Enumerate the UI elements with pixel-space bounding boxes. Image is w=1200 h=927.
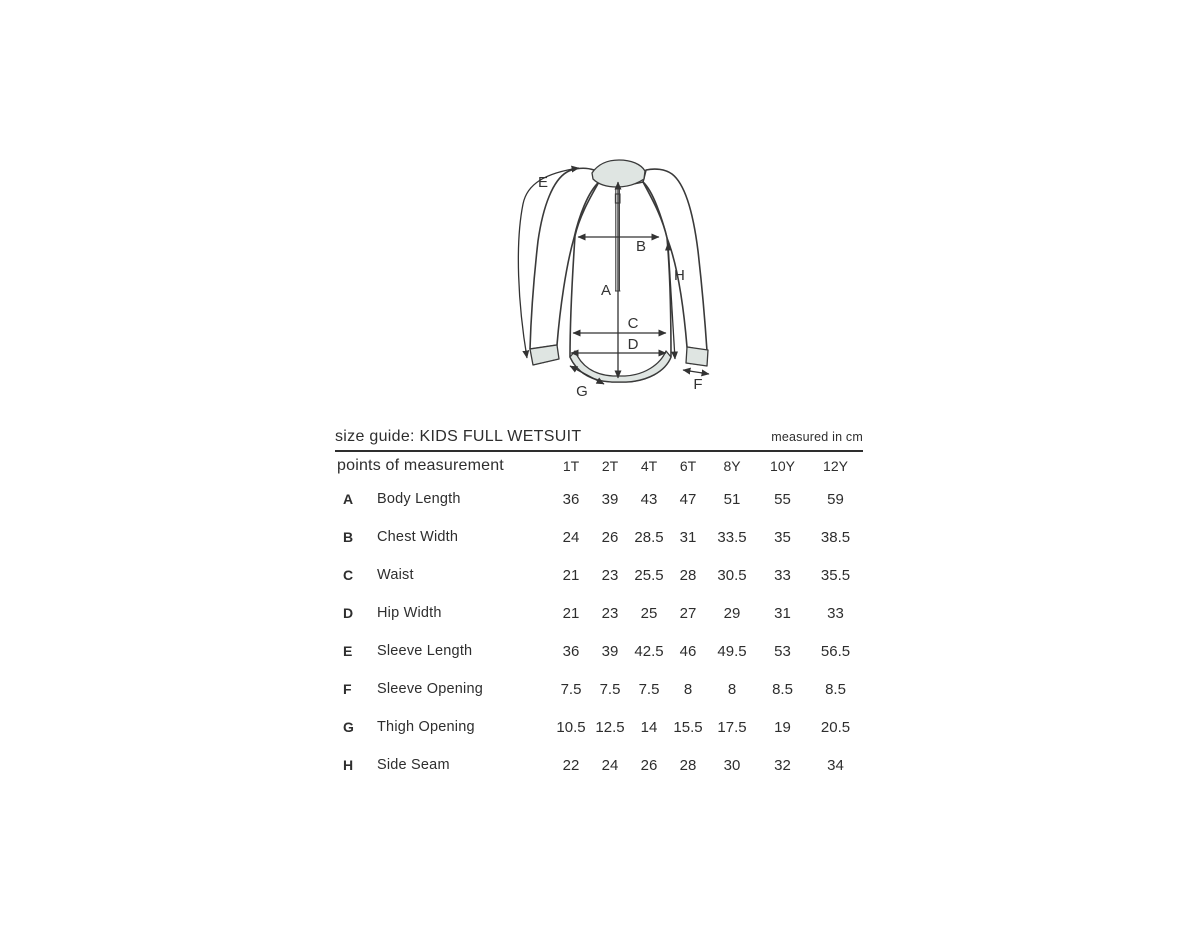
size-column-header: 1T (562, 458, 580, 474)
measurement-row (335, 480, 863, 518)
measurement-value: 28.5 (634, 528, 664, 546)
measurement-value: 29 (723, 604, 741, 622)
point-letter: B (343, 529, 354, 545)
point-letter: G (343, 719, 354, 735)
measurement-value: 14 (640, 718, 658, 736)
measurement-row (335, 594, 863, 632)
wetsuit-drawing (495, 146, 735, 420)
measurement-value: 8 (683, 680, 693, 698)
measurement-value: 12.5 (595, 718, 625, 736)
measurement-value: 55 (774, 490, 791, 508)
measurement-value: 22 (562, 756, 580, 774)
measurement-row (335, 708, 863, 746)
measurement-value: 23 (601, 604, 619, 622)
measurement-value: 36 (562, 642, 580, 660)
measurement-value: 8.5 (825, 680, 846, 698)
size-guide-header (335, 427, 863, 452)
measurement-value: 10.5 (556, 718, 586, 736)
measurement-value: 19 (774, 718, 791, 736)
size-column-header: 12Y (823, 458, 848, 474)
point-letter: A (343, 491, 354, 507)
diagram-label-A: A (600, 282, 612, 299)
diagram-label-E: E (537, 174, 549, 191)
arrow-F-sleeve-opening (683, 370, 709, 374)
measurement-value: 28 (679, 566, 697, 584)
size-column-header: 10Y (770, 458, 795, 474)
diagram-label-G: G (576, 383, 588, 400)
wetsuit-body (570, 182, 671, 382)
measurement-value: 26 (640, 756, 658, 774)
wetsuit-diagram (495, 146, 735, 420)
right-cuff (686, 347, 708, 366)
diagram-label-H: H (674, 267, 685, 284)
size-header-row (335, 452, 863, 480)
measurement-value: 35 (774, 528, 791, 546)
measurement-value: 43 (640, 490, 658, 508)
measurement-table-body (335, 480, 863, 784)
measurement-value: 31 (679, 528, 697, 546)
point-name: Chest Width (377, 529, 459, 545)
measurement-value: 8.5 (772, 680, 793, 698)
measurement-value: 39 (601, 490, 619, 508)
point-name: Thigh Opening (377, 719, 475, 735)
measurement-value: 38.5 (820, 528, 851, 546)
size-column-header: 6T (679, 458, 697, 474)
measurement-value: 33 (774, 566, 791, 584)
point-letter: H (343, 757, 354, 773)
measurement-value: 31 (774, 604, 791, 622)
measurement-value: 59 (827, 490, 844, 508)
measurement-value: 20.5 (820, 718, 851, 736)
unit-note: measured in cm (771, 430, 863, 444)
measurement-value: 7.5 (599, 680, 621, 698)
measurement-value: 49.5 (717, 642, 747, 660)
measurement-value: 26 (601, 528, 619, 546)
point-name: Body Length (377, 491, 461, 507)
size-column-header: 2T (601, 458, 619, 474)
measurement-value: 30 (723, 756, 741, 774)
size-guide-section (335, 427, 863, 784)
diagram-label-C: C (627, 315, 639, 332)
measurement-row (335, 632, 863, 670)
measurement-value: 15.5 (673, 718, 703, 736)
diagram-label-B: B (635, 238, 647, 255)
measurement-row (335, 746, 863, 784)
measurement-value: 46 (679, 642, 697, 660)
measurement-value: 25 (640, 604, 658, 622)
measurement-value: 21 (562, 566, 580, 584)
measurement-value: 51 (723, 490, 741, 508)
diagram-label-F: F (693, 376, 703, 393)
measurement-value: 56.5 (820, 642, 851, 660)
size-column-header: 4T (640, 458, 658, 474)
point-name: Sleeve Length (377, 643, 473, 659)
point-letter: E (343, 643, 353, 659)
measurement-value: 28 (679, 756, 697, 774)
measurement-value: 30.5 (717, 566, 747, 584)
measurement-value: 25.5 (634, 566, 664, 584)
measurement-value: 33.5 (717, 528, 747, 546)
point-name: Sleeve Opening (377, 681, 483, 697)
measurement-value: 7.5 (638, 680, 660, 698)
point-name: Hip Width (377, 605, 442, 621)
measurement-value: 7.5 (560, 680, 582, 698)
measurement-value: 47 (679, 490, 697, 508)
size-column-header: 8Y (723, 458, 741, 474)
point-letter: C (343, 567, 354, 583)
point-name: Waist (377, 567, 414, 583)
point-letter: D (343, 605, 354, 621)
measurement-value: 42.5 (634, 642, 664, 660)
measurement-row (335, 556, 863, 594)
measurement-value: 53 (774, 642, 791, 660)
size-guide-title: size guide: KIDS FULL WETSUIT (335, 428, 582, 445)
measurement-table (335, 452, 863, 784)
measurement-value: 33 (827, 604, 844, 622)
measurement-value: 36 (562, 490, 580, 508)
measurement-value: 23 (601, 566, 619, 584)
points-of-measurement-header: points of measurement (337, 457, 504, 474)
measurement-value: 32 (774, 756, 791, 774)
point-name: Side Seam (377, 757, 450, 773)
measurement-value: 24 (601, 756, 619, 774)
measurement-value: 24 (562, 528, 580, 546)
measurement-value: 27 (679, 604, 697, 622)
point-letter: F (343, 681, 352, 697)
diagram-label-D: D (627, 336, 639, 353)
measurement-row (335, 670, 863, 708)
left-cuff (530, 345, 559, 365)
measurement-value: 17.5 (717, 718, 747, 736)
measurement-value: 35.5 (820, 566, 851, 584)
measurement-value: 21 (562, 604, 580, 622)
measurement-row (335, 518, 863, 556)
measurement-value: 34 (827, 756, 844, 774)
measurement-value: 8 (727, 680, 737, 698)
measurement-value: 39 (601, 642, 619, 660)
